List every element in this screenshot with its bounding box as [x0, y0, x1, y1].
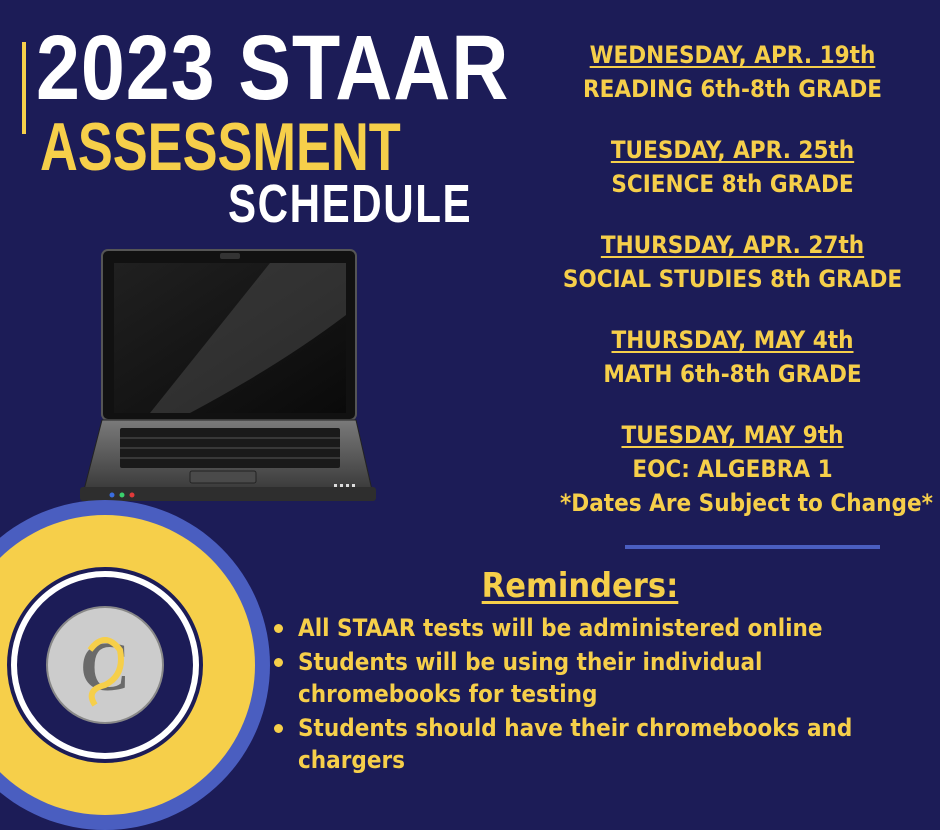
title-accent-bar: [22, 42, 26, 134]
reminders-list: [268, 612, 928, 778]
schedule-date: THURSDAY, APR. 27th: [600, 231, 865, 259]
schedule-entry: [560, 323, 905, 391]
schedule-list: [560, 38, 933, 520]
laptop-image: [80, 245, 376, 505]
logo-initial: C: [79, 629, 131, 706]
schedule-subject: EOC: ALGEBRA 1: [632, 455, 833, 483]
title-line-1: 2023 STAAR: [36, 17, 510, 119]
schedule-date: TUESDAY, APR. 25th: [610, 136, 855, 164]
dates-subject-to-change-note: *Dates Are Subject to Change*: [560, 489, 933, 517]
title-line-2: ASSESSMENT: [40, 109, 401, 185]
school-logo-seal: [0, 500, 270, 830]
schedule-entry: [560, 418, 905, 486]
title-line-3: SCHEDULE: [228, 174, 473, 234]
reminder-item: Students will be using their individual chromebooks for testing: [268, 646, 928, 710]
reminder-item: All STAAR tests will be administered online: [268, 612, 928, 644]
schedule-entry: [560, 228, 905, 296]
schedule-date: THURSDAY, MAY 4th: [611, 326, 854, 354]
schedule-entry: [560, 38, 905, 106]
schedule-subject: SOCIAL STUDIES 8th GRADE: [562, 265, 903, 293]
reminder-item: Students should have their chromebooks and chargers: [268, 712, 928, 776]
schedule-date: TUESDAY, MAY 9th: [621, 421, 844, 449]
schedule-subject: SCIENCE 8th GRADE: [611, 170, 854, 198]
schedule-subject: READING 6th-8th GRADE: [582, 75, 882, 103]
schedule-date: WEDNESDAY, APR. 19th: [589, 41, 876, 69]
schedule-entry: [560, 133, 905, 201]
section-divider: [625, 545, 880, 549]
schedule-subject: MATH 6th-8th GRADE: [603, 360, 862, 388]
reminders-heading: Reminders:: [481, 566, 679, 606]
